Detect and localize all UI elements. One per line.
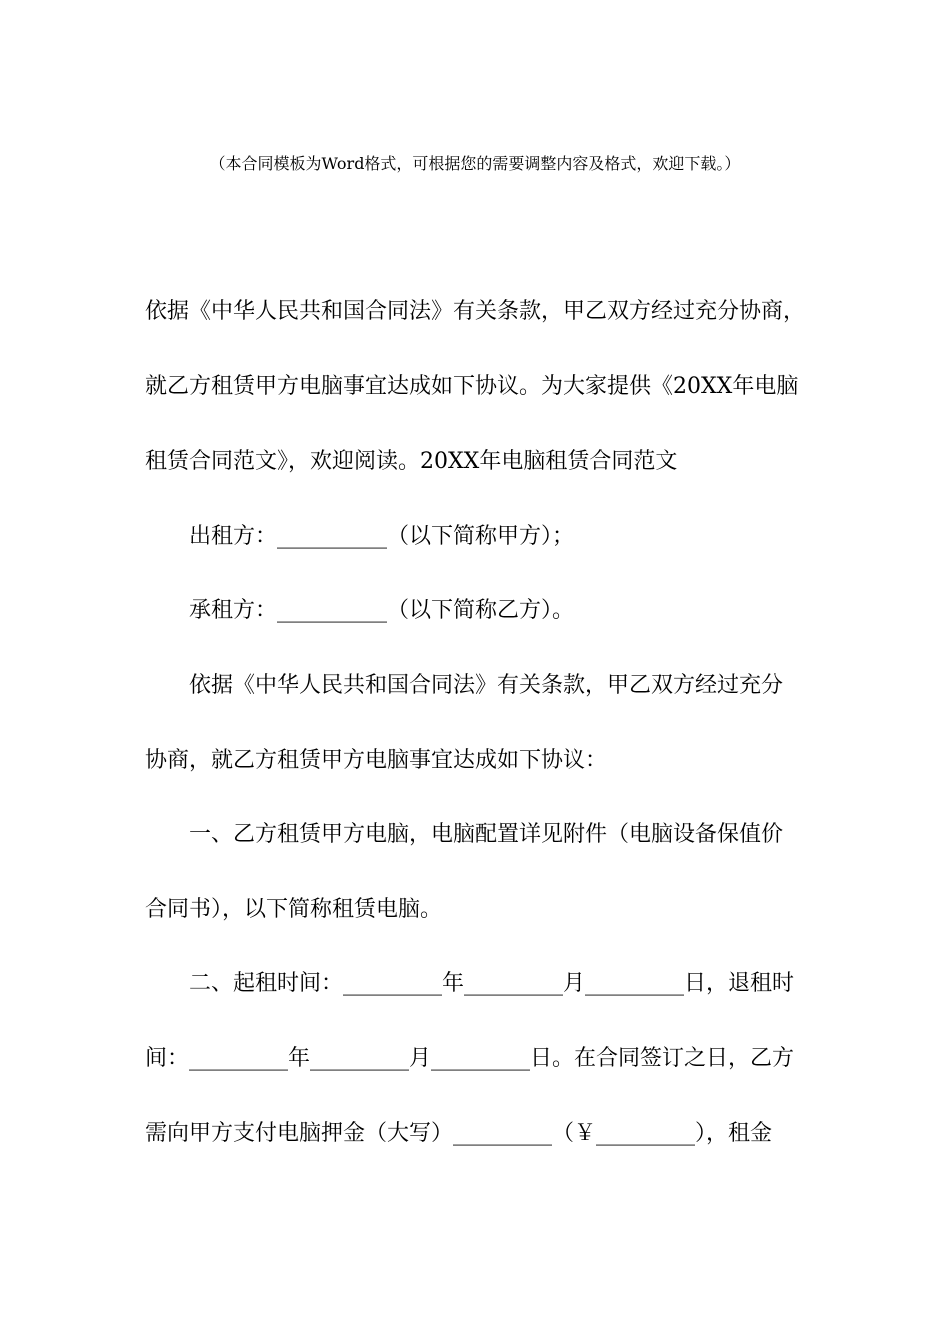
clause-1-line-1: 一、乙方租赁甲方电脑，电脑配置详见附件（电脑设备保值价	[189, 822, 784, 847]
paragraph-line-7: 协商，就乙方租赁甲方电脑事宜达成如下协议：	[145, 748, 608, 773]
lessor-line: 出租方：__________（以下简称甲方）；	[189, 524, 575, 549]
paragraph-line-3: 租赁合同范文》，欢迎阅读。20XX年电脑租赁合同范文	[145, 449, 678, 474]
paragraph-line-2: 就乙方租赁甲方电脑事宜达成如下协议。为大家提供《20XX年电脑	[145, 374, 799, 399]
lessee-line: 承租方：__________（以下简称乙方）。	[189, 598, 575, 623]
paragraph-line-6: 依据《中华人民共和国合同法》有关条款，甲乙双方经过充分	[189, 673, 784, 698]
template-note: （本合同模板为Word格式，可根据您的需要调整内容及格式，欢迎下载。）	[209, 154, 741, 173]
clause-1-line-2: 合同书），以下简称租赁电脑。	[145, 897, 443, 922]
clause-2-line-2: 间：_________年_________月_________日。在合同签订之日，乙方	[145, 1046, 795, 1071]
paragraph-line-1: 依据《中华人民共和国合同法》有关条款，甲乙双方经过充分协商，	[145, 299, 806, 324]
clause-2-line-1: 二、起租时间：_________年_________月_________日，退租时	[189, 971, 795, 996]
clause-2-line-3: 需向甲方支付电脑押金（大写）_________（￥_________），租金	[145, 1121, 773, 1146]
